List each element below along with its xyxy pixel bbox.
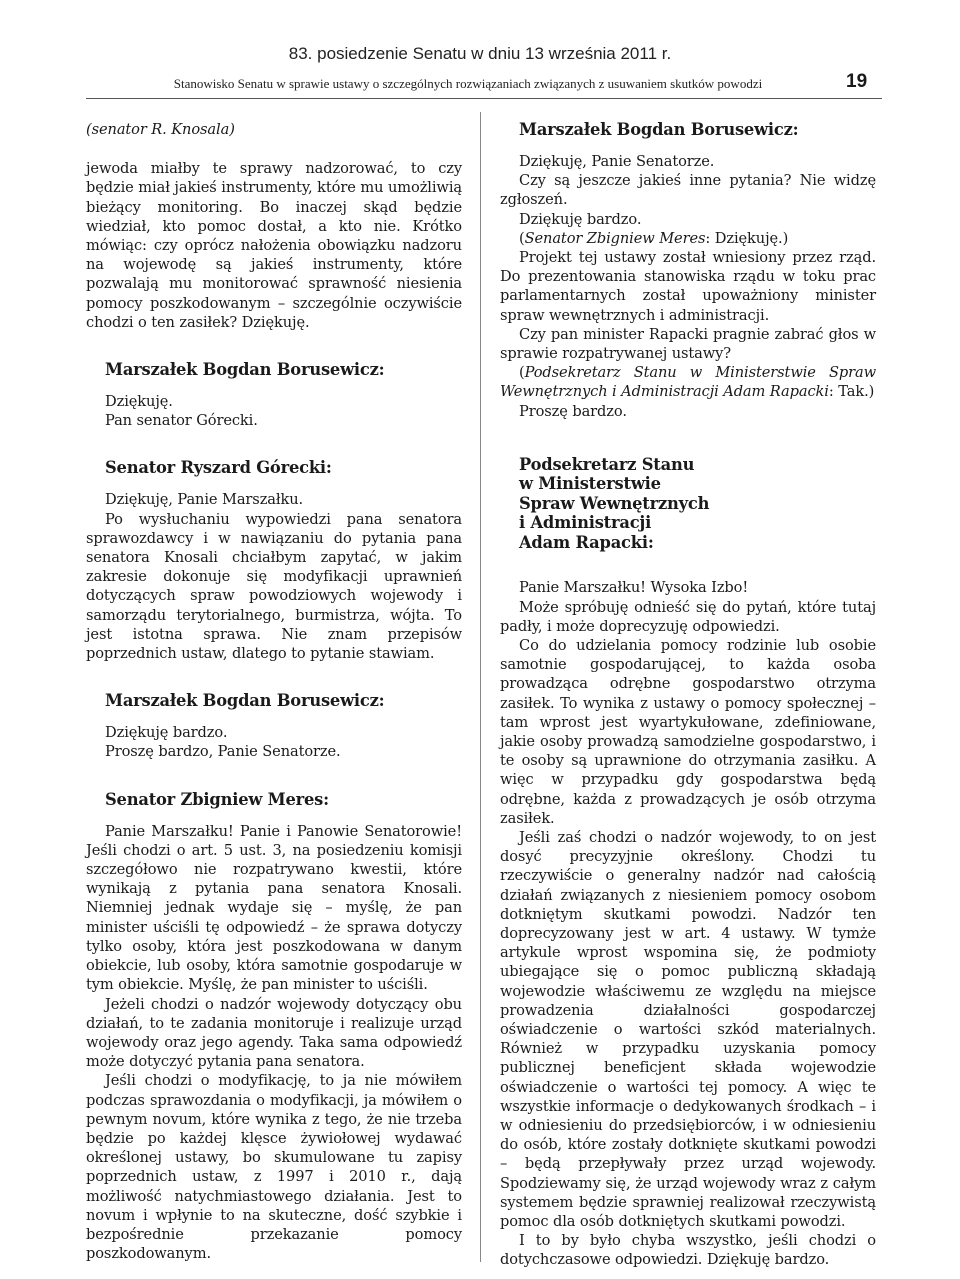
column-divider [480, 112, 481, 1262]
spacer [86, 762, 462, 790]
speaker-heading-line: Podsekretarz Stanu [519, 454, 695, 474]
paragraph: Projekt tej ustawy został wniesiony przez rząd. Do prezentowania stanowiska rządu w toku prac parlamentarnych został upoważniony minister spraw wewnętrznych i administracji. [500, 249, 876, 324]
stage-direction-text: : Dziękuję.) [705, 229, 789, 247]
spacer [86, 663, 462, 691]
paragraph: Jeśli chodzi o modyfikację, to ja nie mówiłem podczas sprawozdania o modyfikacji, ja mówiłem o pewnym novum, które wynika z tego, że nie trzeba będzie po każdej klęsce żywiołowej wydawać określonej ustawy, bo skumulowane tu zapisy poprzednich ustaw, z 1997 i 2010 r., dają możliwość natychmiastowego działania. Jest to novum i wpłynie to na skuteczne, dość szybkie i bezpośrednie przekazanie pomocy poszkodowanym. [86, 1072, 462, 1263]
speaker-heading-line: i Administracji [519, 513, 652, 533]
paragraph: Panie Marszałku! Wysoka Izbo! [519, 579, 749, 597]
paragraph: Jeśli zaś chodzi o nadzór wojewody, to on jest dosyć precyzyjnie określony. Chodzi tu rzeczywiście o generalny nadzór nad całością działań związanych z niesieniem pomocy osobom dotkniętym skutkami powodzi. Nadzór ten doprecyzowany jest w art. 4 ustawy. W tymże artykule wprost wspomina się, że podmioty ubiegające się o pomoc publiczną składają wojewodzie właściwemu ze względu na miejsce prowadzenia działalności gospodarczej oświadczenie o wartości szkód materialnych. Również w przypadku uzyskania pomocy publicznej beneficjent składa wojewodzie oświadczenie o wartości tej pomocy. A więc te wszystkie informacje o dedykowanych środkach – i w odniesieniu do przedsiębiorców, i w odniesieniu do osób, które zostały dotknięte skutkami powodzi – będą przepływały przez urząd wojewody. Spodziewamy się, że urząd wojewody wraz z całym systemem będzie sprawniej realizował rzeczywistą pomoc dla osób dotkniętych skutkami powodzi. [500, 828, 876, 1231]
paragraph: Dziękuję, Panie Senatorze. [519, 153, 715, 170]
stage-direction-speaker: Podsekretarz Stanu w Ministerstwie Spraw Wewnętrznych i Administracji Adam Rapacki [500, 364, 876, 401]
paragraph: Dziękuję bardzo. [105, 724, 228, 742]
right-column [500, 112, 876, 1279]
paragraph: Dziękuję. [105, 393, 173, 411]
header-title: 83. posiedzenie Senatu w dniu 13 września 2011 r. [288, 44, 672, 63]
header-rule [86, 98, 882, 99]
stage-direction: (Senator Zbigniew Meres: Dziękuję.) [519, 229, 789, 247]
paragraph: Dziękuję bardzo. [519, 210, 642, 228]
speaker-continuation-label: (senator R. Knosala) [86, 121, 235, 138]
speaker-heading-line: Adam Rapacki: [519, 532, 654, 552]
paragraph: Po wysłuchaniu wypowiedzi pana senatora sprawozdawcy i w nawiązaniu do pytania pana senatora Knosali chciałbym zapytać, w jakim zakresie dokonuje się modyfikacji uprawnień dotyczących spraw powodziowych wojewody i samorządu terytorialnego, burmistrza, wójta. To jest istotna sprawa. Nie znam przepisów poprzednich ustaw, dlatego to pytanie stawiam. [86, 510, 462, 663]
paragraph [500, 171, 876, 209]
speaker-heading: Senator Zbigniew Meres: [105, 789, 329, 809]
paragraph: Dziękuję, Panie Marszałku. [105, 491, 304, 509]
paragraph: Pan senator Górecki. [105, 412, 258, 430]
paragraph: Proszę bardzo, Panie Senatorze. [105, 743, 341, 761]
speaker-heading: Marszałek Bogdan Borusewicz: [519, 120, 799, 139]
spacer [500, 421, 876, 455]
stage-direction: (Podsekretarz Stanu w Ministerstwie Spraw Wewnętrznych i Administracji Adam Rapacki: Tak.) [500, 364, 876, 401]
paragraph: Jeżeli chodzi o nadzór wojewody dotyczący obu działań, to te zadania monitoruje i realizuje urząd wojewody oraz jego agendy. Taka sama odpowiedź może dotyczyć pytania pana senatora. [86, 995, 462, 1071]
paragraph-text: Czy są jeszcze jakieś inne pytania? Nie widzę zgłoszeń. [500, 172, 876, 209]
speaker-heading: Senator Ryszard Górecki: [105, 458, 332, 478]
paragraph: Czy pan minister Rapacki pragnie zabrać głos w sprawie rozpatrywanej ustawy? [500, 325, 876, 363]
speaker-heading: Marszałek Bogdan Borusewicz: [105, 360, 385, 380]
spacer [86, 430, 462, 458]
stage-direction-text: : Tak.) [828, 383, 875, 401]
stage-direction-speaker: Senator Zbigniew Meres [524, 229, 706, 247]
page-header [0, 0, 960, 110]
page-number: 19 [846, 71, 868, 92]
paragraph: Może spróbuję odnieść się do pytań, które tutaj padły, i może doprecyzuję odpowiedzi. [500, 598, 876, 635]
speaker-heading-line: Spraw Wewnętrznych [519, 493, 710, 513]
paragraph: Co do udzielania pomocy rodzinie lub osobie samotnie gospodarującej, to każda osoba prowadząca odrębne gospodarstwo otrzyma zasiłek. To wynika z ustawy o pomocy społecznej – tam wprost jest wyartykułowane, zdefiniowane, jakie osoby prowadzą samodzielne gospodarstwo, i te osoby są uprawnione do otrzymania zasiłku. A więc w przypadku gdy gospodarstwa będą odrębne, każda z prowadzących je osób otrzyma zasiłek. [500, 636, 876, 827]
speaker-heading: Marszałek Bogdan Borusewicz: [105, 691, 385, 711]
speaker-heading [519, 455, 876, 553]
paragraph: Panie Marszałku! Panie i Panowie Senatorowie! Jeśli chodzi o art. 5 ust. 3, na posiedzeniu komisji szczegółowo nie rozpatrywano kwestii, które wynikają z pytania pana senatora Knosali. Niemniej jednak wydaje się – myślę, że pan minister uściśli tę odpowiedź – że sprawa dotyczy tylko osoby, która jest poszkodowana w danym obiekcie, lub osoby, która samotnie gospodaruje w tym obiekcie. Myślę, że pan minister to uściśli. [86, 822, 462, 994]
paragraph: I to by było chyba wszystko, jeśli chodzi o dotychczasowe odpowiedzi. Dziękuję bardzo. [500, 1232, 876, 1269]
speaker-heading-line: w Ministerstwie [519, 474, 661, 494]
paragraph: Proszę bardzo. [519, 402, 627, 420]
paragraph: jewoda miałby te sprawy nadzorować, to czy będzie miał jakieś instrumenty, które mu umożliwią bieżący monitoring. Bo inaczej skąd będzie wiedział, kto pomoc dostał, a kto nie. Krótko mówiąc: czy oprócz nałożenia obowiązku nadzoru na wojewodę są jakieś instrumenty, które pozwalają mu monitorować sprawność niesienia pomocy poszkodowanym – szczególnie oczywiście chodzi o ten zasiłek? Dziękuję. [86, 160, 462, 331]
left-column [86, 112, 462, 1279]
header-subtitle: Stanowisko Senatu w sprawie ustawy o szczególnych rozwiązaniach związanych z usuwaniem skutków powodzi [173, 76, 763, 91]
spacer [86, 332, 462, 360]
